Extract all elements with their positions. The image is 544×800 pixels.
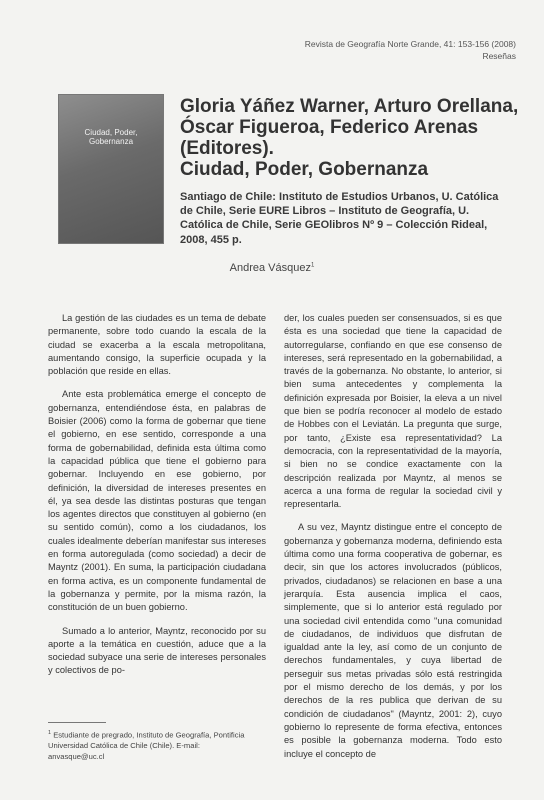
footnote-divider: [48, 722, 106, 723]
right-column: [284, 312, 502, 771]
author-name: Andrea Vásquez: [229, 262, 311, 274]
footnote-mark: 1: [48, 730, 52, 736]
book-title-line: (Editores).: [180, 138, 274, 159]
book-cover-image: [58, 94, 164, 244]
left-column: [48, 312, 266, 688]
book-title-line: Gloria Yáñez Warner, Arturo Orellana,: [180, 96, 519, 117]
journal-header: [305, 38, 516, 62]
review-author: [0, 262, 544, 274]
cover-title-line: Gobernanza: [88, 137, 134, 146]
journal-citation: Revista de Geografía Norte Grande, 41: 153-156 (2008): [304, 39, 516, 49]
paragraph: La gestión de las ciudades es un tema de debate permanente, sobre todo cuando la escala de la ciudad se exacerba a la escala metropolitana, aumentando consigo, la superficie ocupada y la población que reside en ellas.: [48, 313, 266, 377]
cover-title: [58, 128, 164, 146]
footnote: [48, 728, 258, 762]
paragraph: A su vez, Mayntz distingue entre el concepto de gobernanza y gobernanza moderna, definiendo esta última como una forma cooperativa de gobernar, es decir, sin que los actores involucrados (públicos, privados, ciudadanos) se relacionen en base a una jerarquía. Esta ausencia implica el caos, simplemente, que si lo anterior está regulado por una sociedad civil entendida como "una comunidad de ciudadanos, de individuos que disfrutan de igualdad ante la ley, así como de un conjunto de derechos fundamentales, y cuya libertad de perseguir sus metas privadas sólo está restringida por el mismo derecho de los demás, y por los derechos de la res publica que derivan de su condición de ciudadanos" (Mayntz, 2001: 2), cuyo gobierno lo represente de forma efectiva, entonces es posible la gobernanza moderna. Todo esto incluye el concepto de: [284, 522, 502, 759]
book-title: [180, 96, 520, 180]
author-note-mark: 1: [311, 262, 315, 269]
footnote-text: Estudiante de pregrado, Instituto de Geografía, Pontificia Universidad Católica de Chile (Chile). E-mail: anvasque@uc.cl: [48, 730, 245, 761]
paragraph: Ante esta problemática emerge el concepto de gobernanza, entendiéndose ésta, en palabras de Boisier (2006) como la forma de gobernar que tiene el gobierno, en ese sentido, corresponde a una forma de gobernabilidad, definida esta última como la capacidad pública que tiene el gobierno para gobernar. Incluyendo en ese gobierno, por definición, la diversidad de intereses presentes en él, ya sea desde las distintas posturas que tengan los agentes directos que constituyen al gobierno (en su sentido común), como a los ciudadanos, los cuales idealmente deberían manifestar sus intereses en forma autoregulada (como sociedad) a decir de Mayntz (2001). En suma, la participación ciudadana en forma activa, es un componente fundamental de la gobernanza y permite, por la misma razón, la constitución de un buen gobierno.: [48, 389, 266, 613]
book-title-line: Óscar Figueroa, Federico Arenas: [180, 117, 479, 138]
cover-title-line: Ciudad, Poder,: [84, 128, 138, 137]
book-title-line: Ciudad, Poder, Gobernanza: [180, 159, 429, 180]
publication-details: Santiago de Chile: Instituto de Estudios Urbanos, U. Católica de Chile, Serie EURE Libros – Instituto de Geografía, U. Católica de Chile, Serie GEOlibros Nº 9 – Colección Rideal, 2008, 455 p.: [180, 191, 499, 246]
section-label: Reseñas: [482, 51, 516, 61]
paragraph: Sumado a lo anterior, Mayntz, reconocido por su aporte a la temática en cuestión, aduce que a la sociedad subyace una serie de intereses personales y colectivos de po-: [48, 625, 266, 676]
paragraph: der, los cuales pueden ser consensuados, si es que ésta es una sociedad que tiene la capacidad de autorregularse, confiando en que ese consenso de intereses, será representado en la gobernabilidad, a través de la gobernanza. No obstante, lo anterior, si bien suma antecedentes y complementa la definición expresada por Boisier, la eleva a un nivel que bien se podría reconocer al modelo de estado de Hobbes con el Leviatán. La pregunta que surge, por tanto, ¿Existe esa representatividad? La democracia, con la representatividad de la mayoría, si bien no se condice exactamente con la descripción realizada por Mayntz, al menos se acerca a una forma de regular la sociedad civil y representarla.: [284, 313, 502, 510]
